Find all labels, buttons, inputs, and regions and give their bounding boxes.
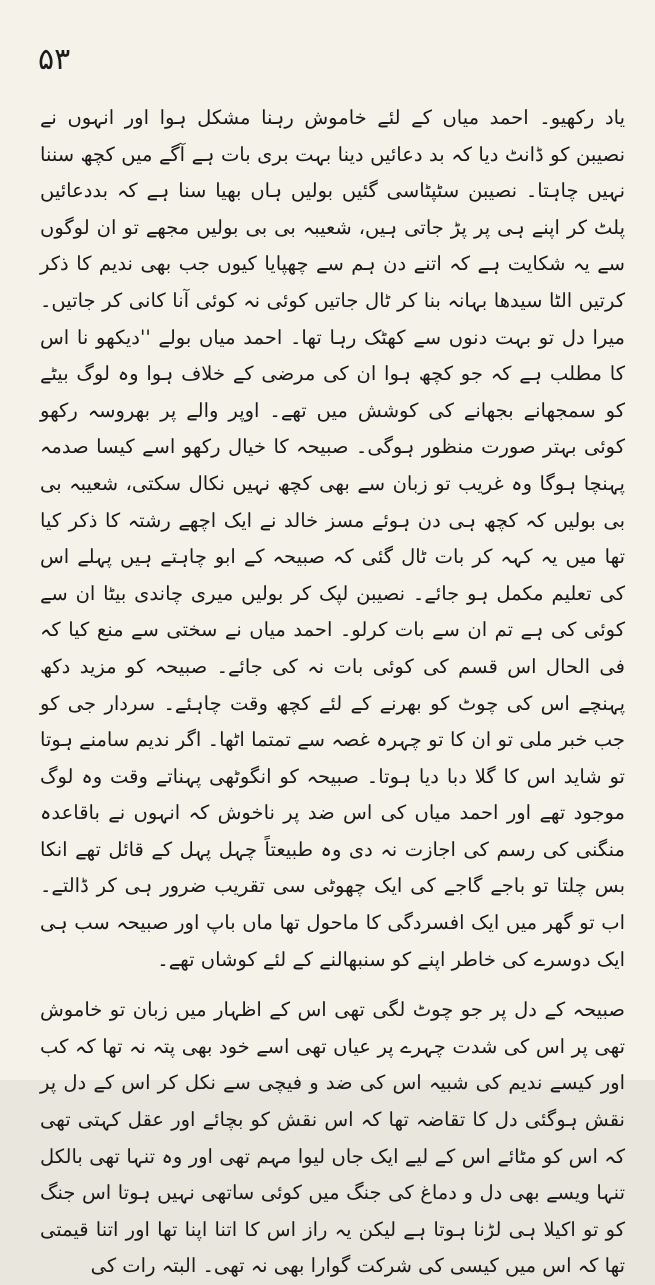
body-text xyxy=(40,100,625,1285)
paragraph-1: یاد رکھیو۔ احمد میاں کے لئے خاموش رہنا مشکل ہوا اور انہوں نے نصیبن کو ڈانٹ دیا کہ بد دعائیں دینا بہت بری بات ہے آگے میں کچھ سننا نہیں چاہتا۔ نصیبن سٹپٹاسی گئیں بولیں ہاں بھیا سنا ہے کہ بددعائیں پلٹ کر اپنے ہی پر پڑ جاتی ہیں، شعیبہ بی بی بولیں مجھے تو ان لوگوں سے یہ شکایت ہے کہ اتنے دن ہم سے چھپایا کیوں جب بھی ندیم کا ذکر کرتیں الٹا سیدھا بہانہ بنا کر ٹال جاتیں کوئی نہ کوئی آنا کانی کر جاتیں۔ میرا دل تو بہت دنوں سے کھٹک رہا تھا۔ احمد میاں بولے ''دیکھو نا اس کا مطلب ہے کہ جو کچھ ہوا ان کی مرضی کے خلاف ہوا وہ لوگ بیٹے کو سمجھانے بجھانے کی کوشش میں تھے۔ اوپر والے پر بھروسہ رکھو کوئی بہتر صورت منظور ہوگی۔ صبیحہ کا خیال رکھو اسے کیسا صدمہ پہنچا ہوگا وہ غریب تو زبان سے بھی کچھ نہیں نکال سکتی، شعیبہ بی بی بولیں کہ کچھ ہی دن ہوئے مسز خالد نے ایک اچھے رشتہ کا ذکر کیا تھا میں یہ کہہ کر بات ٹال گئی کہ صبیحہ کے ابو چاہتے ہیں پہلے اس کی تعلیم مکمل ہو جائے۔ نصیبن لپک کر بولیں میری چاندی بیٹا ان سے کوئی کی ہے تم ان سے بات کرلو۔ احمد میاں نے سختی سے منع کیا کہ فی الحال اس قسم کی کوئی بات نہ کی جائے۔ صبیحہ کو مزید دکھ پہنچے اس کی چوٹ کو بھرنے کے لئے کچھ وقت چاہئے۔ سردار جی کو جب خبر ملی تو ان کا تو چہرہ غصہ سے تمتما اٹھا۔ اگر ندیم سامنے ہوتا تو شاید اس کا گلا دبا دیا ہوتا۔ صبیحہ کو انگوٹھی پہناتے وقت وہ لوگ موجود تھے اور احمد میاں کی اس ضد پر ناخوش کہ انہوں نے باقاعدہ منگنی کی رسم کی اجازت نہ دی وہ طبیعتاً چہل پہل کے قائل تھے انکا بس چلتا تو باجے گاجے کی ایک چھوٹی سی تقریب ضرور ہی کر ڈالتے۔ اب تو گھر میں ایک افسردگی کا ماحول تھا ماں باپ اور صبیحہ سب ہی ایک دوسرے کی خاطر اپنے کو سنبھالنے کے لئے کوشاں تھے۔ xyxy=(40,106,625,971)
page-number: ۵۳ xyxy=(38,42,71,77)
paragraph-2: صبیحہ کے دل پر جو چوٹ لگی تھی اس کے اظہار میں زبان تو خاموش تھی پر اس کی شدت چہرے پر عیاں تھی اسے خود بھی پتہ نہ تھا کہ کب اور کیسے ندیم کی شبیہ اس کی ضد و فیچی سے نکل کر اس کے دل پر نقش ہوگئی دل کا تقاضہ تھا کہ اس نقش کو بچائے اور عقل کہتی تھی کہ اس کو مٹائے اس کے لیے ایک جاں لیوا مہم تھی اور وہ تنہا تھی بالکل تنہا ویسے بھی دل و دماغ کی جنگ میں کوئی ساتھی نہیں ہوتا اس جنگ کو تو اکیلا ہی لڑنا ہوتا ہے لیکن یہ راز اس کا اتنا اپنا تھا اور اتنا قیمتی تھا کہ اس میں کیسی کی شرکت گوارا بھی نہ تھی۔ البتہ رات کی xyxy=(40,998,625,1278)
